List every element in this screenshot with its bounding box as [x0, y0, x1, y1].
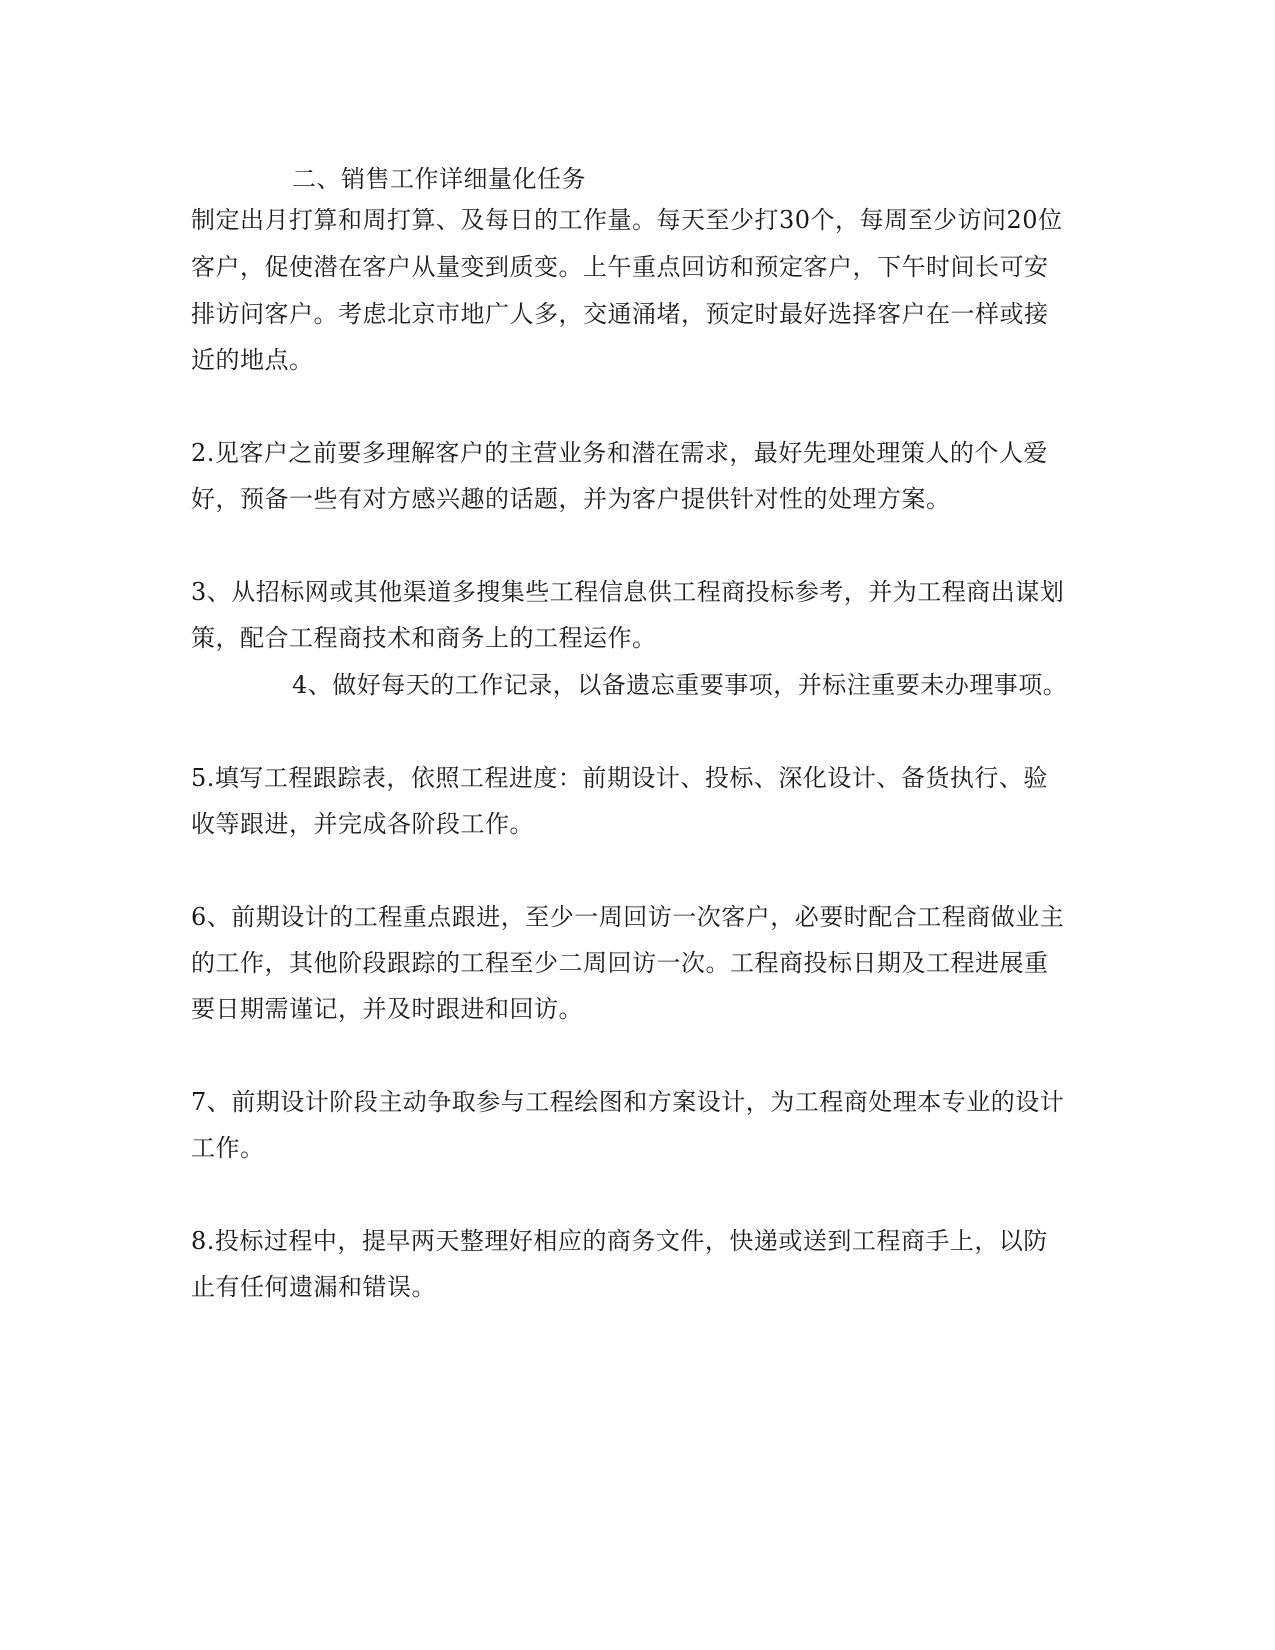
paragraph-8-line-2: 止有任何遗漏和错误。	[191, 1273, 436, 1301]
paragraph-6-line-3: 要日期需谨记，并及时跟进和回访。	[191, 995, 583, 1023]
paragraph-5-line-1: 5.填写工程跟踪表，依照工程进度：前期设计、投标、深化设计、备货执行、验	[191, 764, 1048, 792]
paragraph-7-line-2: 工作。	[191, 1134, 265, 1162]
paragraph-2-line-2: 好，预备一些有对方感兴趣的话题，并为客户提供针对性的处理方案。	[191, 485, 951, 513]
section-heading: 二、销售工作详细量化任务	[292, 165, 586, 193]
paragraph-2-line-1: 2.见客户之前要多理解客户的主营业务和潜在需求，最好先理处理策人的个人爱	[191, 439, 1048, 467]
paragraph-4-line-1: 4、做好每天的工作记录，以备遗忘重要事项，并标注重要未办理事项。	[292, 671, 1068, 699]
paragraph-1-line-2: 客户，促使潜在客户从量变到质变。上午重点回访和预定客户，下午时间长可安	[191, 253, 1049, 281]
paragraph-1-line-3: 排访问客户。考虑北京市地广人多，交通涌堵，预定时最好选择客户在一样或接	[191, 300, 1049, 328]
paragraph-3-line-2: 策，配合工程商技术和商务上的工程运作。	[191, 624, 657, 652]
paragraph-8-line-1: 8.投标过程中，提早两天整理好相应的商务文件，快递或送到工程商手上，以防	[191, 1227, 1048, 1255]
paragraph-7-line-1: 7、前期设计阶段主动争取参与工程绘图和方案设计，为工程商处理本专业的设计	[191, 1088, 1065, 1116]
paragraph-1-line-4: 近的地点。	[191, 346, 314, 374]
paragraph-6-line-1: 6、前期设计的工程重点跟进，至少一周回访一次客户，必要时配合工程商做业主	[191, 903, 1065, 931]
paragraph-3-line-1: 3、从招标网或其他渠道多搜集些工程信息供工程商投标参考，并为工程商出谋划	[191, 578, 1065, 606]
paragraph-5-line-2: 收等跟进，并完成各阶段工作。	[191, 810, 534, 838]
paragraph-6-line-2: 的工作，其他阶段跟踪的工程至少二周回访一次。工程商投标日期及工程进展重	[191, 949, 1049, 977]
paragraph-1-line-1: 制定出月打算和周打算、及每日的工作量。每天至少打30个，每周至少访问20位	[191, 206, 1063, 234]
